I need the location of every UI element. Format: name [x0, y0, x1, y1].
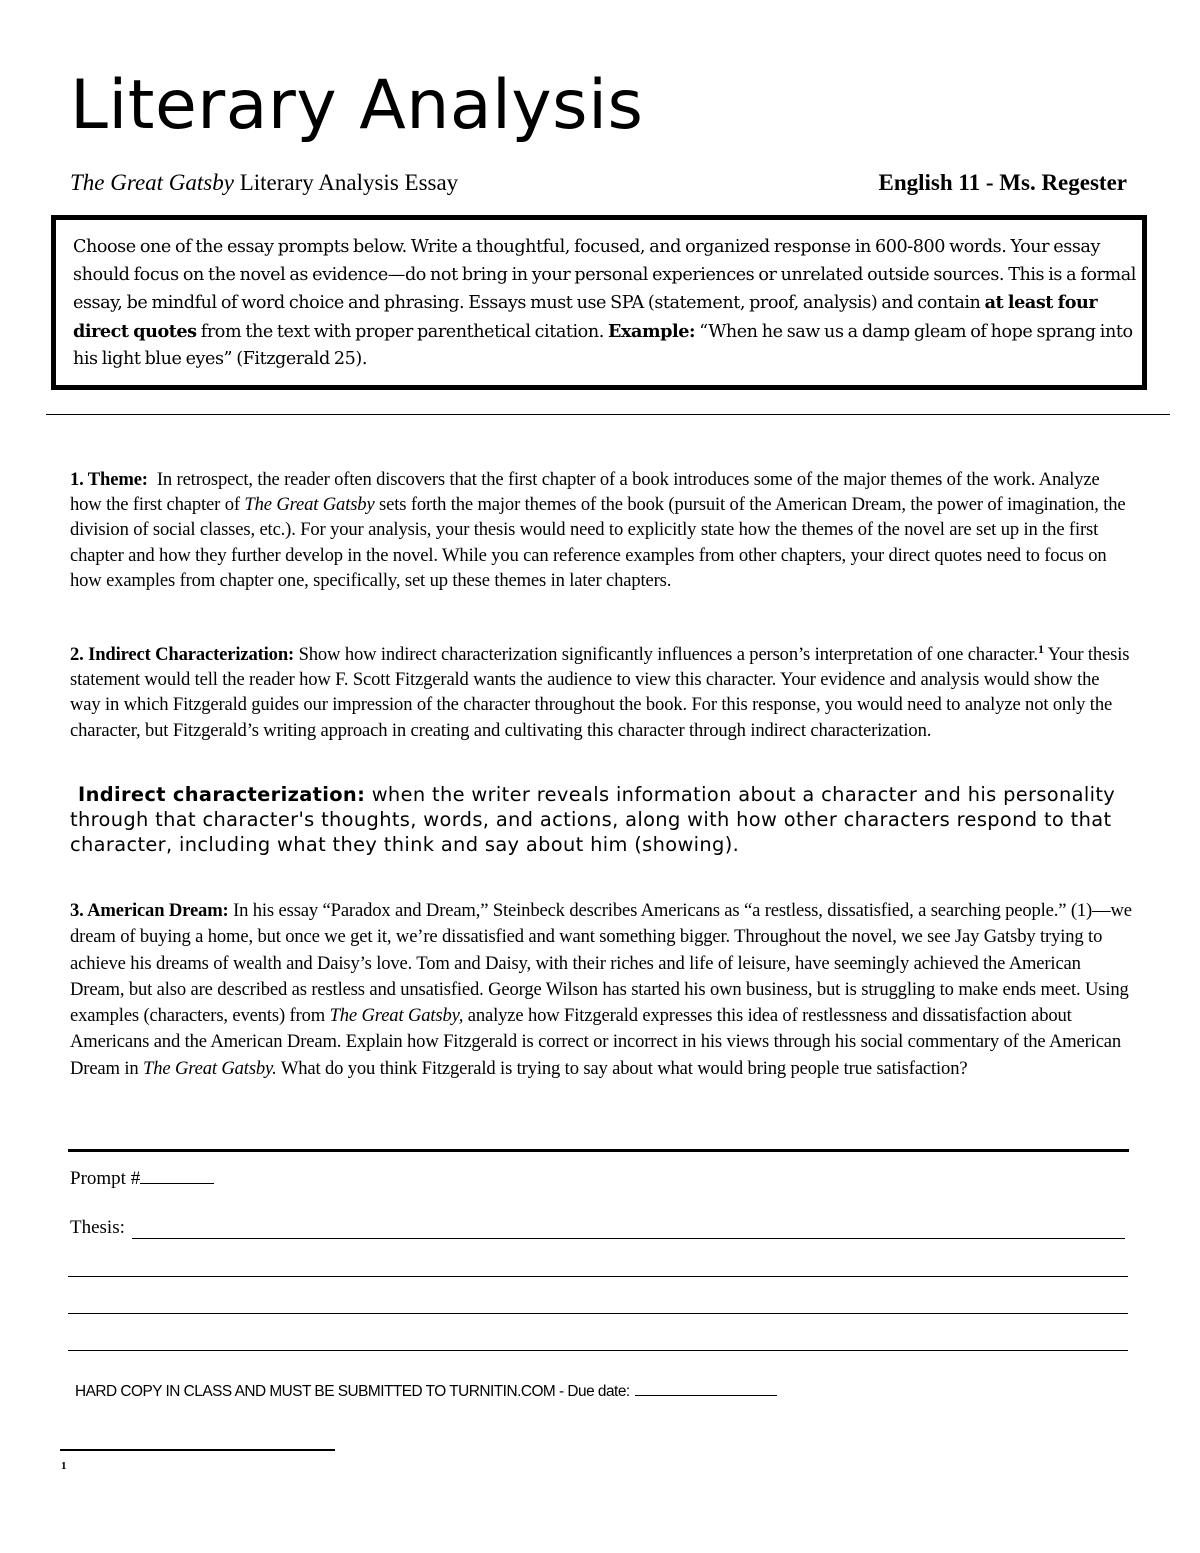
prompt-text: Show how indirect characterization significantly influences a person’s interpretation of one character.	[298, 644, 1038, 665]
book-title: The Great Gatsby,	[329, 1005, 464, 1027]
prompt-text: In retrospect, the reader often discovers that the first chapter of a book introduces some of the major themes of the work. Analyze how the first chapter of	[70, 469, 1100, 516]
thesis-label: Thesis:	[70, 1217, 125, 1238]
instructions-citation: from the text with proper parenthetical citation.	[200, 321, 604, 342]
instructions-box	[51, 215, 1147, 390]
prompt-american-dream	[70, 898, 1132, 1082]
prompt-text: Your thesis statement would tell the reader how F. Scott Fitzgerald wants the audience to view this character. Your evidence and analysis would show the way in which Fitzgerald guides our impression of the character throughout the book. For this response, you would need to analyze not only the character, but Fitzgerald’s writing approach in creating and cultivating this character through indirect characterization.	[70, 644, 1130, 741]
subheader	[70, 170, 1127, 196]
prompt-theme	[70, 467, 1132, 593]
prompt-number-field[interactable]	[70, 1165, 214, 1190]
prompt-text: In his essay “Paradox and Dream,” Steinbeck describes Americans as “a restless, dissatisfied, a searching people.” (1)—we dream of buying a home, but once we get it, we’re dissatisfied and want something bigger. Throughout the novel, we see Jay Gatsby trying to achieve his dreams of wealth and Daisy’s love. Tom and Daisy, with their riches and life of leisure, have seemingly achieved the American Dream, but also are described as restless and unsatisfied. George Wilson has started his own business, but is struggling to make ends meet. Using examples (characters, events) from	[70, 900, 1132, 1027]
answer-line[interactable]	[68, 1276, 1128, 1277]
answer-line[interactable]	[68, 1313, 1128, 1314]
book-title: The Great Gatsby	[70, 170, 234, 195]
instructions-text: Choose one of the essay prompts below. Write a thoughtful, focused, and organized response in 600-800 words. Your essay should focus on the novel as evidence—do not bring in your personal experiences or unrelated outside sources. This is a formal essay, be mindful of word choice and phrasing. Essays must use SPA (statement, proof, analysis) and contain	[73, 237, 1136, 313]
book-title: The Great Gatsby	[244, 494, 375, 516]
footnote-separator	[60, 1449, 335, 1451]
definition	[70, 782, 1132, 857]
submission-text: HARD COPY IN CLASS AND MUST BE SUBMITTED TO TURNITIN.COM - Due date:	[75, 1383, 630, 1400]
divider	[46, 414, 1170, 415]
definition-text: when the writer reveals information about a character and his personality through that character's thoughts, words, and actions, along with how other characters respond to that character, including what they think and say about him (showing).	[70, 783, 1116, 856]
prompt-text: sets forth the major themes of the book (pursuit of the American Dream, the power of imagination, the division of social classes, etc.). For your analysis, your thesis would need to explicitly state how the themes of the novel are set up in the first chapter and how they further develop in the novel. While you can reference examples from other chapters, your direct quotes need to focus on how examples from chapter one, specifically, set up these themes in later chapters.	[70, 494, 1126, 591]
example-label: Example:	[608, 320, 696, 342]
answer-line[interactable]	[68, 1350, 1128, 1351]
prompt-label: 1. Theme:	[70, 469, 148, 490]
due-date-blank[interactable]	[635, 1381, 777, 1396]
page-title: Literary Analysis	[70, 66, 644, 145]
thick-divider	[68, 1149, 1129, 1152]
prompt-number-label: Prompt #	[70, 1168, 141, 1189]
prompt-label: 2. Indirect Characterization:	[70, 644, 295, 665]
thesis-answer-line[interactable]	[132, 1238, 1125, 1239]
book-title: The Great Gatsby.	[143, 1057, 277, 1079]
essay-title	[70, 170, 458, 196]
submission-note	[75, 1381, 777, 1401]
prompt-indirect-characterization	[70, 642, 1132, 743]
prompt-number-blank[interactable]	[140, 1165, 214, 1184]
course-label: English 11 - Ms. Regester	[878, 170, 1127, 195]
instructions-emphasis: at least four direct quotes	[73, 292, 1098, 342]
essay-label: Literary Analysis Essay	[239, 170, 459, 195]
definition-term: Indirect characterization:	[78, 783, 366, 806]
prompt-text: analyze how Fitzgerald expresses this idea of restlessness and dissatisfaction about Americans and the American Dream. Explain how Fitzgerald is correct or incorrect in his views through his social commentary of the American Dream in	[70, 1005, 1122, 1079]
prompt-text: What do you think Fitzgerald is trying to say about what would bring people true satisfaction?	[280, 1057, 968, 1079]
footnote-reference[interactable]: 1	[1037, 641, 1044, 656]
prompt-label: 3. American Dream:	[70, 900, 229, 921]
example-quote: “When he saw us a damp gleam of hope sprang into his light blue eyes” (Fitzgerald 25).	[73, 321, 1133, 369]
footnote-mark: 1	[61, 1460, 67, 1472]
